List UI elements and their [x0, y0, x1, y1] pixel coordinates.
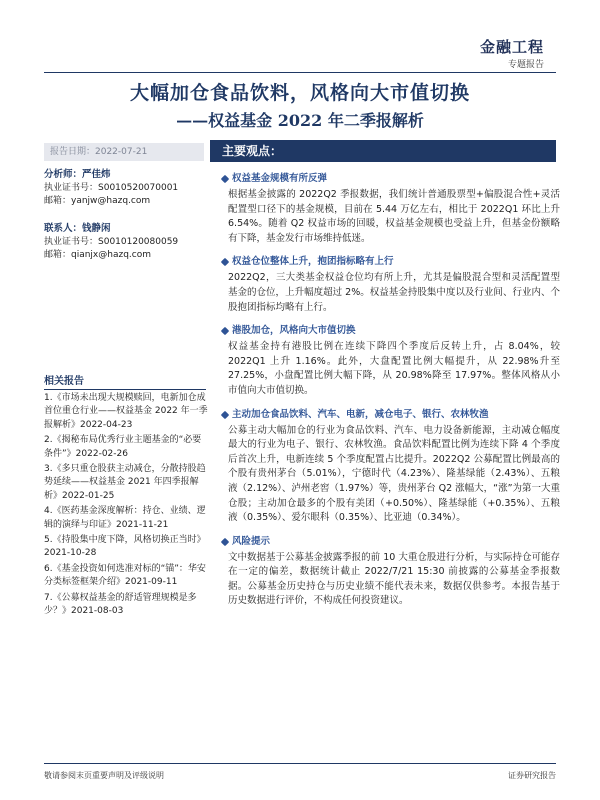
report-title: 大幅加仓食品饮料，风格向大市值切换: [129, 82, 470, 104]
related-report-item[interactable]: 6.《基金投资如何选准对标的“锚”：华安分类标签框架介绍》2021-09-11: [44, 563, 206, 588]
section-body: 文中数据基于公募基金披露季报的前 10 大重仓股进行分析，与实际持仓可能存在一定的偏差，数据统计截止 2022/7/21 15:30 前披露的公募基金季报数据。公募基金历史持仓与历史业绩不能代表未来，数据仅供参考。本报告基于历史数据进行评价，不构成任何投资建议。: [228, 551, 560, 607]
bullet-diamond-icon: [221, 258, 229, 266]
section-heading: [222, 255, 560, 269]
related-report-item[interactable]: 5.《持股集中度下降，风格切换正当时》2021-10-28: [44, 535, 206, 559]
contact-block: [44, 222, 206, 262]
section-heading-text: 主动加仓食品饮料、汽车、电新，减仓电子、银行、农林牧渔: [232, 408, 489, 420]
section-heading: [222, 172, 560, 186]
footer-report-type: 证券研究报告: [508, 771, 556, 780]
section-risk: [222, 535, 560, 609]
contact-cert: 执业证书号：S0010120080059: [44, 237, 179, 247]
section-heading: [222, 535, 560, 549]
main-points-content: [222, 172, 560, 609]
section-position: [222, 255, 560, 315]
related-report-item[interactable]: 7.《公募权益基金的舒适管理规模是多少？》2021-08-03: [44, 592, 197, 617]
section-heading-text: 风险提示: [232, 535, 271, 547]
analyst-panel: [44, 168, 206, 262]
analyst-cert: 执业证书号：S0010520070001: [44, 183, 179, 193]
analyst-email[interactable]: 邮箱：yanjw@hazq.com: [44, 196, 151, 206]
header-brand: 金融工程: [479, 38, 544, 56]
section-body: 权益基金持有港股比例在连续下降四个季度后反转上升，占 8.04%，较 2022Q1 上升 1.16%。此外，大盘配置比例大幅提升，从 22.98%升至 27.25%，小盘配置比例大幅下降，从 20.98%降至 17.97%。整体风格从小市值向大市值切换。: [228, 341, 560, 396]
header-report-type: 专题报告: [507, 60, 544, 70]
bullet-diamond-icon: [221, 410, 229, 418]
bullet-diamond-icon: [221, 537, 229, 545]
report-subtitle: ——权益基金 2022 年二季报解析: [176, 111, 424, 130]
section-heading: [222, 408, 560, 422]
bullet-diamond-icon: [221, 175, 229, 183]
section-body: 根据基金披露的 2022Q2 季报数据，我们统计普通股票型+偏股混合性+灵活配置型口径下的基金规模，目前在 5.44 万亿左右，相比于 2022Q1 环比上升 6.54%。随着 Q2 权益市场的回暖，权益基金规模也受益上升，但基金份额略有下降，基金发行市场维持低迷。: [228, 189, 560, 244]
contact-name: 联系人：钱静闲: [44, 223, 111, 234]
analyst-name: 分析师：严佳炜: [44, 169, 111, 180]
analyst-block: [44, 168, 206, 208]
related-reports-list: [44, 392, 210, 621]
related-report-item[interactable]: 3.《多只重仓股获主动减仓，分散持股趋势延续——权益基金 2021 年四季报解析》2022-01-25: [44, 464, 206, 501]
section-hk-style: [222, 324, 560, 398]
section-fund-scale: [222, 172, 560, 246]
section-heading: [222, 324, 560, 338]
related-report-item[interactable]: 4.《医药基金深度解析：持仓、业绩、逻辑的演绎与印证》2021-11-21: [44, 506, 206, 530]
contact-email[interactable]: 邮箱：qianjx@hazq.com: [44, 250, 151, 260]
related-reports-heading: 相关报告: [44, 372, 206, 390]
related-report-item[interactable]: 2.《揭秘布局优秀行业主题基金的“必要条件”》2022-02-26: [44, 435, 202, 459]
main-points-banner: 主要观点：: [210, 140, 556, 162]
section-body: 2022Q2，三大类基金权益仓位均有所上升，尤其是偏股混合型和灵活配置型基金的仓位，上升幅度超过 2%。权益基金持股集中度以及行业间、行业内、个股抱团指标均略有上行。: [228, 272, 560, 313]
section-industry: [222, 408, 560, 526]
section-heading-text: 港股加仓，风格向大市值切换: [232, 325, 356, 337]
header-divider: [44, 72, 556, 73]
footer-divider: [44, 763, 556, 764]
report-date: 报告日期：2022-07-21: [44, 143, 204, 161]
bullet-diamond-icon: [221, 327, 229, 335]
section-body: 公募主动大幅加仓的行业为食品饮料、汽车、电力设备新能源，主动减仓幅度最大的行业为电子、银行、农林牧渔。食品饮料配置比例为连续下降 4 个季度后首次上升，电新连续 5 个季度配置占比提升。2022Q2 公募配置比例最高的个股有贵州茅台（5.01%），宁德时代（4.23%）、隆基绿能（2.43%）、五粮液（2.12%）、泸州老窖（1.97%）等，贵州茅台 Q2 涨幅大，“涨”为第一大重仓股；主动加仓最多的个股有美团（+0.50%）、隆基绿能（+0.35%）、五粮液（0.35%）、爱尔眼科（0.35%）、比亚迪（0.34%）。: [228, 424, 561, 524]
section-heading-text: 权益基金规模有所反弹: [232, 173, 328, 184]
section-heading-text: 权益仓位整体上升，抱团指标略有上行: [232, 256, 394, 268]
footer-disclaimer: 敬请参阅末页重要声明及评级说明: [44, 771, 164, 780]
related-report-item[interactable]: 1.《市场未出现大规模赎回，电新加仓成首位重仓行业——权益基金 2022 年一季报解析》2022-04-23: [44, 393, 208, 430]
